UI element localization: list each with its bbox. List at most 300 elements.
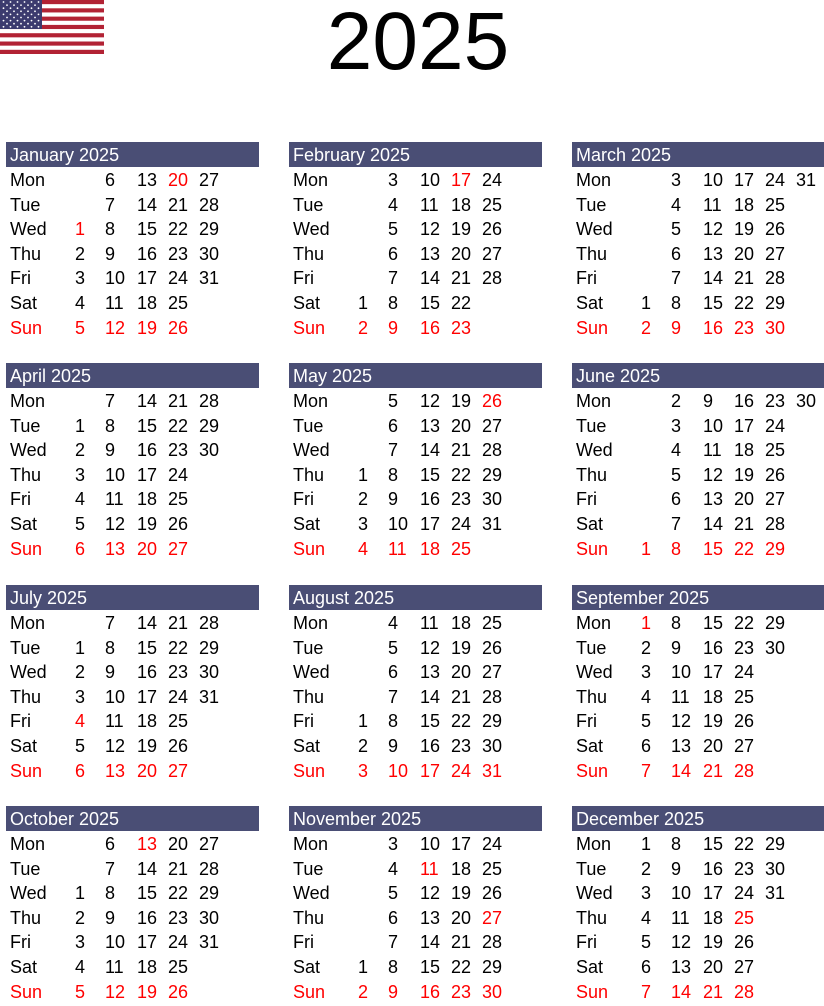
day-cell: 10 (105, 268, 126, 289)
weekday-row (572, 537, 824, 561)
day-cell: 11 (703, 440, 722, 461)
day-cell: 16 (734, 391, 755, 411)
weekday-row (289, 414, 542, 438)
day-cell: 26 (765, 464, 786, 485)
day-cell: 9 (703, 391, 714, 411)
day-cell: 19 (137, 514, 158, 534)
day-cell: 6 (671, 489, 682, 510)
month-header: May 2025 (289, 363, 542, 388)
weekday-row (289, 168, 542, 192)
day-cell: 7 (388, 440, 399, 461)
day-cell: 14 (137, 391, 158, 411)
day-cell: 9 (671, 637, 682, 658)
day-cell: 13 (671, 957, 692, 977)
year-title: 2025 (326, 0, 510, 87)
weekday-row (572, 906, 824, 930)
month-block (6, 142, 259, 342)
day-cell: 19 (703, 932, 724, 953)
day-cell: 31 (199, 686, 220, 707)
weekday-label: Sun (576, 317, 609, 338)
weekday-row (289, 487, 542, 511)
day-cell: 16 (420, 981, 441, 1002)
day-cell: 3 (641, 883, 652, 904)
day-cell: 4 (671, 194, 682, 215)
day-cell: 15 (703, 293, 724, 313)
weekday-row (289, 217, 542, 241)
day-cell: 29 (482, 464, 503, 485)
weekday-label: Mon (576, 613, 612, 633)
weekday-label: Wed (10, 440, 47, 461)
weekday-label: Thu (293, 907, 325, 928)
day-cell: 18 (451, 613, 472, 633)
day-cell: 6 (388, 243, 399, 264)
day-cell: 14 (137, 858, 158, 879)
day-cell: 13 (137, 170, 158, 190)
day-cell: 23 (168, 440, 189, 461)
weekday-label: Mon (576, 391, 612, 411)
weekday-row (572, 611, 824, 635)
weekday-label: Thu (293, 464, 325, 485)
weekday-row (289, 611, 542, 635)
weekday-label: Fri (576, 711, 597, 732)
weekday-label: Sun (576, 538, 609, 559)
day-cell: 15 (137, 219, 158, 240)
weekday-row (289, 291, 542, 315)
day-cell: 19 (451, 637, 472, 658)
day-cell: 25 (168, 711, 189, 732)
weekday-label: Thu (10, 464, 42, 485)
weekday-label: Tue (576, 637, 607, 658)
weekday-row (6, 242, 259, 266)
day-cell: 17 (137, 932, 158, 953)
day-cell: 22 (734, 834, 755, 854)
weekday-row (572, 463, 824, 487)
day-cell: 28 (199, 194, 220, 215)
day-cell: 13 (420, 415, 441, 436)
day-cell: 3 (75, 686, 86, 707)
day-cell: 21 (451, 440, 472, 461)
weekday-label: Sat (576, 514, 604, 534)
day-cell: 15 (703, 834, 724, 854)
day-cell: 17 (420, 514, 441, 534)
weekday-row (289, 759, 542, 783)
day-cell: 27 (765, 243, 786, 264)
weekday-row (6, 537, 259, 561)
day-cell: 2 (671, 391, 682, 411)
day-cell: 22 (451, 711, 472, 732)
day-cell: 21 (734, 268, 755, 289)
weekday-label: Wed (576, 883, 613, 904)
day-cell: 15 (137, 415, 158, 436)
weekday-label: Wed (576, 440, 613, 461)
weekday-label: Wed (576, 662, 613, 683)
day-cell: 10 (105, 686, 126, 707)
day-cell: 20 (734, 489, 755, 510)
day-cell: 10 (420, 170, 441, 190)
day-cell: 21 (703, 760, 724, 781)
weekday-label: Mon (10, 170, 46, 190)
weekday-row (572, 857, 824, 881)
day-cell: 11 (105, 711, 124, 732)
weekday-label: Wed (10, 219, 47, 240)
day-cell: 17 (703, 662, 724, 683)
day-cell: 7 (105, 391, 116, 411)
weekday-label: Tue (576, 858, 607, 879)
day-cell: 31 (199, 932, 220, 953)
day-cell: 19 (451, 219, 472, 240)
day-cell: 18 (451, 858, 472, 879)
day-cell: 8 (388, 711, 399, 732)
day-cell: 24 (482, 170, 503, 190)
weekday-row (572, 832, 824, 856)
holiday-day-cell: 17 (451, 170, 472, 190)
weekday-row (289, 685, 542, 709)
weekday-label: Sat (293, 957, 321, 977)
day-cell: 20 (451, 907, 472, 928)
day-cell: 5 (388, 391, 399, 411)
day-cell: 2 (641, 637, 652, 658)
day-cell: 3 (671, 170, 682, 190)
weekday-label: Fri (293, 932, 314, 953)
day-cell: 27 (482, 662, 503, 683)
day-cell: 6 (105, 170, 116, 190)
day-cell: 14 (703, 514, 724, 534)
day-cell: 28 (482, 932, 503, 953)
day-cell: 4 (388, 613, 399, 633)
weekday-row (289, 438, 542, 462)
day-cell: 27 (734, 736, 755, 756)
day-cell: 3 (75, 932, 86, 953)
weekday-label: Sun (293, 538, 326, 559)
day-cell: 14 (137, 613, 158, 633)
day-cell: 23 (734, 317, 755, 338)
day-cell: 10 (420, 834, 441, 854)
holiday-day-cell: 13 (137, 834, 158, 854)
day-cell: 24 (765, 170, 786, 190)
month-block (289, 585, 542, 785)
weekday-row (6, 759, 259, 783)
weekday-row (6, 463, 259, 487)
day-cell: 17 (734, 170, 755, 190)
day-cell: 25 (765, 194, 786, 215)
day-cell: 4 (358, 538, 369, 559)
month-block (6, 363, 259, 563)
day-cell: 12 (420, 637, 441, 658)
weekday-row (572, 217, 824, 241)
day-cell: 21 (734, 514, 755, 534)
day-cell: 29 (482, 957, 503, 977)
day-cell: 1 (641, 538, 652, 559)
day-cell: 28 (765, 268, 786, 289)
day-cell: 6 (641, 736, 652, 756)
day-cell: 5 (671, 219, 682, 240)
weekday-row (289, 930, 542, 954)
day-cell: 30 (199, 662, 220, 683)
day-cell: 26 (168, 981, 189, 1002)
day-cell: 2 (75, 243, 86, 264)
weekday-label: Thu (293, 243, 325, 264)
day-cell: 26 (734, 932, 755, 953)
day-cell: 11 (671, 686, 690, 707)
day-cell: 19 (703, 711, 724, 732)
day-cell: 16 (703, 858, 724, 879)
weekday-row (572, 930, 824, 954)
day-cell: 23 (451, 317, 472, 338)
weekday-label: Tue (576, 194, 607, 215)
day-cell: 17 (137, 268, 158, 289)
weekday-row (6, 685, 259, 709)
day-cell: 14 (420, 268, 441, 289)
month-block (6, 585, 259, 785)
day-cell: 24 (451, 514, 472, 534)
weekday-label: Mon (293, 170, 329, 190)
month-header: April 2025 (6, 363, 259, 388)
day-cell: 14 (137, 194, 158, 215)
weekday-row (289, 734, 542, 758)
day-cell: 25 (765, 440, 786, 461)
weekday-label: Sat (10, 514, 38, 534)
day-cell: 30 (796, 391, 817, 411)
weekday-row (289, 660, 542, 684)
day-cell: 20 (451, 662, 472, 683)
day-cell: 31 (765, 883, 786, 904)
day-cell: 26 (765, 219, 786, 240)
day-cell: 18 (137, 957, 158, 977)
holiday-day-cell: 26 (482, 391, 503, 411)
day-cell: 20 (168, 834, 189, 854)
day-cell: 7 (671, 268, 682, 289)
weekday-row (289, 316, 542, 340)
day-cell: 26 (168, 514, 189, 534)
weekday-label: Fri (293, 489, 314, 510)
weekday-row (6, 389, 259, 413)
weekday-label: Mon (10, 391, 46, 411)
day-cell: 16 (137, 243, 158, 264)
day-cell: 8 (671, 613, 682, 633)
day-cell: 29 (199, 415, 220, 436)
day-cell: 21 (168, 391, 189, 411)
day-cell: 5 (641, 932, 652, 953)
weekday-row (572, 389, 824, 413)
day-cell: 25 (482, 194, 503, 215)
day-cell: 27 (482, 415, 503, 436)
day-cell: 27 (168, 538, 189, 559)
day-cell: 31 (796, 170, 817, 190)
day-cell: 1 (358, 464, 369, 485)
holiday-day-cell: 1 (641, 613, 652, 633)
weekday-label: Sat (10, 736, 38, 756)
day-cell: 11 (388, 538, 407, 559)
weekday-row (6, 930, 259, 954)
day-cell: 6 (75, 538, 86, 559)
day-cell: 23 (765, 391, 786, 411)
weekday-label: Sat (293, 736, 321, 756)
day-cell: 6 (388, 415, 399, 436)
day-cell: 28 (199, 858, 220, 879)
day-cell: 14 (420, 686, 441, 707)
day-cell: 8 (105, 415, 116, 436)
day-cell: 7 (671, 514, 682, 534)
day-cell: 31 (199, 268, 220, 289)
day-cell: 3 (358, 514, 369, 534)
day-cell: 18 (734, 194, 755, 215)
day-cell: 22 (168, 415, 189, 436)
day-cell: 25 (482, 613, 503, 633)
weekday-label: Sun (293, 317, 326, 338)
day-cell: 8 (388, 957, 399, 977)
day-cell: 19 (451, 391, 472, 411)
day-cell: 16 (137, 662, 158, 683)
month-block (6, 806, 259, 1006)
weekday-label: Mon (10, 834, 46, 854)
weekday-row (289, 881, 542, 905)
day-cell: 10 (671, 883, 692, 904)
day-cell: 11 (105, 489, 124, 510)
weekday-row (6, 906, 259, 930)
day-cell: 3 (75, 464, 86, 485)
day-cell: 11 (420, 194, 439, 215)
month-block (289, 363, 542, 563)
day-cell: 29 (765, 293, 786, 313)
day-cell: 28 (199, 613, 220, 633)
day-cell: 24 (451, 760, 472, 781)
weekday-label: Thu (10, 907, 42, 928)
month-header: June 2025 (572, 363, 824, 388)
weekday-row (6, 660, 259, 684)
weekday-row (6, 709, 259, 733)
day-cell: 9 (105, 440, 116, 461)
day-cell: 23 (734, 637, 755, 658)
day-cell: 31 (482, 760, 503, 781)
day-cell: 8 (388, 464, 399, 485)
day-cell: 22 (734, 538, 755, 559)
day-cell: 29 (199, 219, 220, 240)
day-cell: 19 (137, 981, 158, 1002)
day-cell: 27 (482, 243, 503, 264)
weekday-row (289, 636, 542, 660)
day-cell: 2 (358, 317, 369, 338)
day-cell: 6 (75, 760, 86, 781)
weekday-label: Thu (10, 686, 42, 707)
day-cell: 15 (137, 637, 158, 658)
weekday-label: Sun (293, 760, 326, 781)
day-cell: 3 (358, 760, 369, 781)
weekday-row (572, 438, 824, 462)
day-cell: 7 (388, 686, 399, 707)
day-cell: 31 (482, 514, 503, 534)
weekday-row (6, 217, 259, 241)
day-cell: 23 (168, 243, 189, 264)
day-cell: 8 (105, 219, 116, 240)
day-cell: 25 (734, 686, 755, 707)
day-cell: 30 (765, 637, 786, 658)
weekday-row (289, 193, 542, 217)
weekday-row (289, 512, 542, 536)
weekday-label: Fri (293, 711, 314, 732)
day-cell: 24 (168, 686, 189, 707)
day-cell: 1 (641, 834, 652, 854)
day-cell: 30 (482, 981, 503, 1002)
month-header: February 2025 (289, 142, 542, 167)
day-cell: 22 (451, 957, 472, 977)
weekday-label: Sat (576, 736, 604, 756)
weekday-label: Sat (10, 957, 38, 977)
day-cell: 22 (168, 883, 189, 904)
weekday-row (6, 955, 259, 979)
weekday-row (289, 242, 542, 266)
weekday-label: Tue (10, 637, 41, 658)
day-cell: 18 (137, 293, 158, 313)
day-cell: 22 (734, 613, 755, 633)
day-cell: 20 (137, 538, 158, 559)
weekday-row (6, 881, 259, 905)
day-cell: 24 (482, 834, 503, 854)
weekday-label: Tue (293, 194, 324, 215)
weekday-label: Sun (576, 981, 609, 1002)
day-cell: 23 (168, 907, 189, 928)
weekday-label: Sun (10, 317, 43, 338)
day-cell: 29 (765, 613, 786, 633)
day-cell: 20 (734, 243, 755, 264)
day-cell: 12 (105, 981, 126, 1002)
day-cell: 1 (358, 293, 369, 313)
day-cell: 6 (105, 834, 116, 854)
day-cell: 12 (671, 711, 692, 732)
day-cell: 7 (105, 613, 116, 633)
day-cell: 5 (641, 711, 652, 732)
day-cell: 23 (168, 662, 189, 683)
day-cell: 15 (137, 883, 158, 904)
day-cell: 25 (168, 489, 189, 510)
day-cell: 18 (734, 440, 755, 461)
weekday-label: Sat (293, 514, 321, 534)
day-cell: 8 (671, 293, 682, 313)
day-cell: 5 (75, 736, 86, 756)
weekday-label: Fri (10, 711, 31, 732)
day-cell: 10 (388, 760, 409, 781)
day-cell: 29 (482, 711, 503, 732)
day-cell: 10 (105, 464, 126, 485)
day-cell: 9 (671, 317, 682, 338)
day-cell: 14 (420, 932, 441, 953)
day-cell: 21 (168, 858, 189, 879)
weekday-row (572, 291, 824, 315)
weekday-label: Sat (293, 293, 321, 313)
day-cell: 20 (137, 760, 158, 781)
day-cell: 7 (641, 760, 652, 781)
day-cell: 7 (388, 932, 399, 953)
day-cell: 7 (388, 268, 399, 289)
day-cell: 21 (168, 613, 189, 633)
weekday-row (6, 266, 259, 290)
day-cell: 6 (388, 907, 399, 928)
day-cell: 8 (105, 637, 116, 658)
day-cell: 5 (75, 317, 86, 338)
day-cell: 5 (75, 981, 86, 1002)
day-cell: 9 (671, 858, 682, 879)
day-cell: 26 (168, 317, 189, 338)
weekday-label: Fri (576, 489, 597, 510)
month-header: December 2025 (572, 806, 824, 831)
weekday-row (289, 832, 542, 856)
holiday-day-cell: 25 (734, 907, 755, 928)
day-cell: 20 (703, 736, 724, 756)
weekday-label: Thu (10, 243, 42, 264)
day-cell: 11 (105, 293, 124, 313)
weekday-row (289, 955, 542, 979)
day-cell: 5 (388, 883, 399, 904)
day-cell: 15 (420, 957, 441, 977)
